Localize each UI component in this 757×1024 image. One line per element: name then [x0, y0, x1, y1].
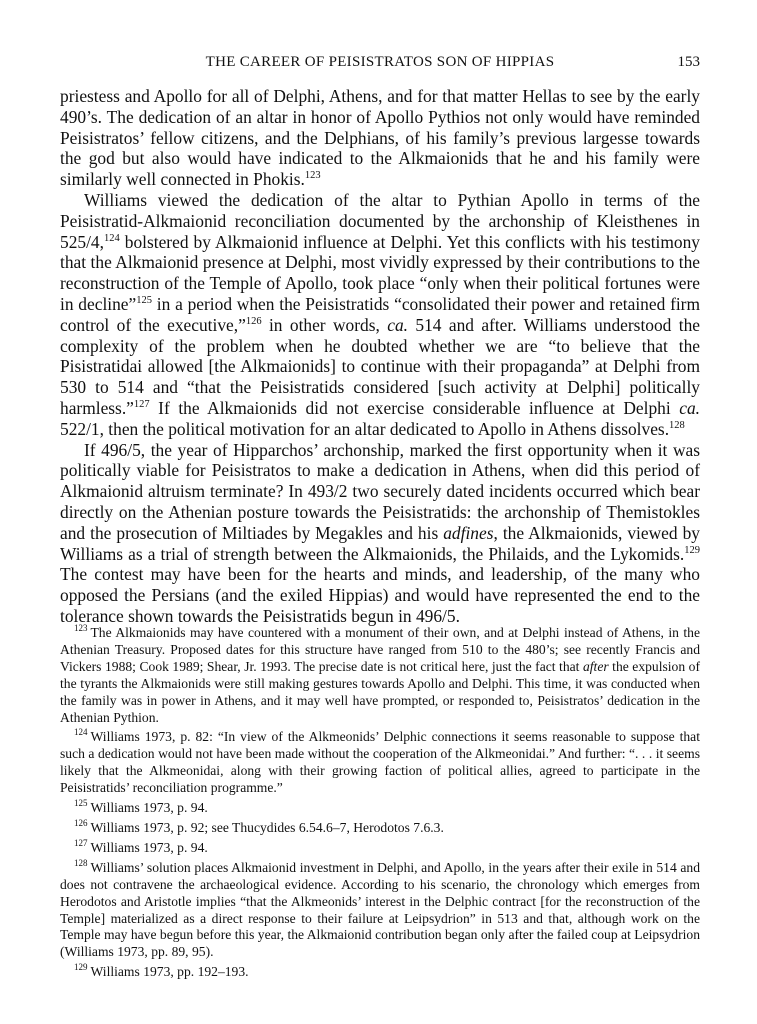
footnote-ref-128[interactable]: 128 [669, 419, 685, 431]
footnote-number: 129 [74, 962, 88, 973]
footnote-ref-126[interactable]: 126 [245, 315, 262, 327]
footnotes [60, 625, 700, 981]
footnote-number: 124 [74, 727, 88, 738]
footnote-123: $^{123}$ The Alkmaionids may have countered with a monument of their own, and at Delphi instead of Athens, in the Athenian Treasury. Proposed dates for this structure have ranged from 510 to the 480’s; see recently Francis and Vickers 1988; Cook 1989; Shear, Jr. 1993. The precise date is not critical here, just the fact that after the expulsion of the tyrants the Alkmaionids were still making gestures towards Apollo and Delphi. This time, it was conducted when the family was in power in Athens, and it may well have prompted, or responded to, Peisistratos’ dedication in the Athenian Pythion. [60, 623, 700, 725]
footnote-ref-129[interactable]: 129 [684, 544, 700, 556]
footnote-127: $^{127}$ Williams 1973, p. 94. [74, 837, 208, 855]
footnote-number: 127 [74, 837, 88, 848]
main-text [60, 86, 700, 627]
page-number: 153 [677, 54, 700, 70]
footnote-number: 128 [74, 857, 88, 868]
footnote-124: $^{124}$ Williams 1973, p. 82: “In view of the Alkmeonids’ Delphic connections it seems reasonable to suppose that such a dedication would not have been made without the cooperation of the Alkmeonidai.” And further: “. . . it seems likely that the Alkmeonidai, along with their growing faction of political allies, agreed to participate in the Peisistratids’ reconciliation programme.” [60, 727, 700, 796]
paragraph-1: priestess and Apollo for all of Delphi, Athens, and for that matter Hellas to see by the early 490’s. The dedication of an altar in honor of Apollo Pythios not only would have reminded Peisistratos’ fellow citizens, and the Delphians, of his family’s previous largesse towards the god but also would have indicated to the Alkmaionids that he and his family were similarly well connected in Phokis.$^{123}$ [60, 86, 700, 190]
paragraph-2: Williams viewed the dedication of the altar to Pythian Apollo in terms of the Peisistratid-Alkmaionid reconciliation documented by the archonship of Kleisthenes in 525/4,$^{124}$ bolstered by Alkmaionid influence at Delphi. Yet this conflicts with his testimony that the Alkmaionid presence at Delphi, most vividly expressed by their contributions to the reconstruction of the Temple of Apollo, took place “only when their political fortunes were in decline”$^{125}$ in a period when the Peisistratids “consolidated their power and retained firm control of the executive,”$^{126}$ in other words, ca. 514 and after. Williams understood the complexity of the problem when he doubted whether we are “to believe that the Pisistratidai allowed [the Alkmaionids] to continue with their propaganda” at Delphi from 530 to 514 and “that the Peisistratids considered [such activity at Delphi] politically harmless.”$^{127}$ If the Alkmaionids did not exercise considerable influence at Delphi ca. 522/1, then the political motivation for an altar dedicated to Apollo in Athens dissolves.$^{128}$ [60, 189, 701, 439]
paragraph-3: If 496/5, the year of Hipparchos’ archonship, marked the first opportunity when it was politically viable for Peisistratos to make a dedication in Athens, when did this period of Alkmaionid altruism terminate? In 493/2 two securely dated incidents occurred which bear directly on the Athenian posture towards the Peisistratids: the archonship of Themistokles and the prosecution of Miltiades by Megakles and his adfines, the Alkmaionids, viewed by Williams as a trial of strength between the Alkmaionids, the Philaids, and the Lykomids.$^{129}$ The contest may have been for the hearts and minds, and leadership, of the many who opposed the Persians (and the exiled Hippias) and would have represented the end to the tolerance shown towards the Peisistratids begun in 496/5. [60, 439, 700, 626]
footnote-ref-127[interactable]: 127 [133, 398, 150, 410]
footnote-number: 123 [74, 623, 88, 633]
footnote-ref-125[interactable]: 125 [136, 294, 152, 306]
footnote-ref-124[interactable]: 124 [103, 232, 120, 244]
footnote-126: $^{126}$ Williams 1973, p. 92; see Thucydides 6.54.6–7, Herodotos 7.6.3. [74, 817, 444, 835]
footnote-129: $^{129}$ Williams 1973, pp. 192–193. [74, 962, 249, 980]
running-title: THE CAREER OF PEISISTRATOS SON OF HIPPIAS [205, 54, 555, 70]
footnote-number: 125 [74, 798, 88, 809]
footnote-128: $^{128}$ Williams’ solution places Alkmaionid investment in Delphi, and Apollo, in the years after their exile in 514 and does not contravene the archaeological evidence. According to his scenario, the chronology which emerges from Herodotos and Aristotle implies “that the Alkmeonids’ interest in the Delphic contract [for the reconstruction of the Temple] materialized as a direct response to their failure at Leipsydrion” in 513 and that, although work on the Temple may have begun before this year, the Alkmaionid contribution began only after the failed coup at Leipsydrion (Williams 1973, pp. 89, 95). [60, 857, 700, 960]
footnote-125: $^{125}$ Williams 1973, p. 94. [74, 798, 208, 816]
footnote-ref-123[interactable]: 123 [304, 170, 321, 182]
page-header [60, 54, 700, 76]
footnote-number: 126 [74, 817, 88, 828]
